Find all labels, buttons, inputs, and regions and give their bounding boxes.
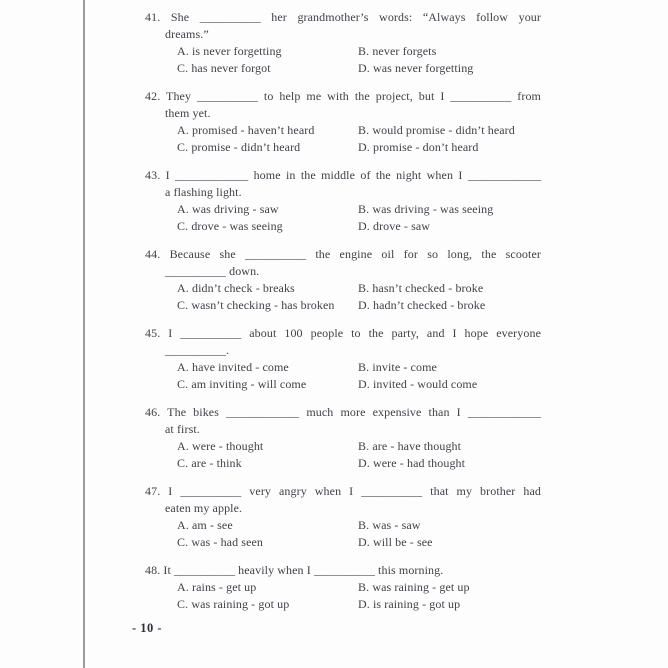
option-label: B.: [358, 439, 370, 453]
question-item: [145, 562, 541, 613]
option-text: drove - was seeing: [191, 219, 283, 233]
option-text: is raining - got up: [372, 597, 461, 611]
answer-option: [358, 139, 541, 156]
option-text: invite - come: [372, 360, 437, 374]
question-stem: [145, 167, 541, 201]
option-label: D.: [358, 377, 370, 391]
answer-option: [177, 43, 358, 60]
answer-option: [177, 455, 358, 472]
answer-option: [177, 438, 358, 455]
question-number: 45.: [145, 326, 161, 340]
option-label: D.: [358, 535, 370, 549]
stem-line: 44. Because she __________ the engine oil for so long, the scooter: [145, 247, 541, 261]
option-text: was raining - get up: [372, 580, 470, 594]
answer-option: [358, 359, 541, 376]
answer-option: [358, 201, 541, 218]
option-text: have invited - come: [191, 360, 289, 374]
question-options: [177, 122, 541, 156]
option-label: C.: [177, 219, 189, 233]
option-label: B.: [358, 202, 370, 216]
answer-option: [177, 280, 358, 297]
option-label: D.: [358, 597, 370, 611]
answer-option: [358, 297, 541, 314]
question-options: [177, 438, 541, 472]
option-label: C.: [177, 298, 189, 312]
option-text: invited - would come: [372, 377, 478, 391]
option-text: was - had seen: [191, 535, 264, 549]
question-item: [145, 325, 541, 393]
question-number: 47.: [145, 484, 161, 498]
option-text: would promise - didn’t heard: [372, 123, 515, 137]
questions-list: [145, 9, 541, 624]
stem-line: 46. The bikes ____________ much more expensive than I ____________: [145, 405, 541, 419]
option-text: promised - haven’t heard: [191, 123, 315, 137]
stem-line: 41. She __________ her grandmother’s words: “Always follow your: [145, 10, 541, 24]
option-text: has never forgot: [191, 61, 271, 75]
option-label: B.: [358, 518, 370, 532]
question-options: [177, 201, 541, 235]
stem-line: 48. It __________ heavily when I __________ this morning.: [145, 563, 444, 577]
option-label: A.: [177, 123, 189, 137]
question-stem: [145, 88, 541, 122]
stem-line: __________.: [165, 343, 230, 357]
option-label: C.: [177, 377, 189, 391]
option-text: was raining - got up: [191, 597, 290, 611]
question-stem: [145, 483, 541, 517]
answer-option: [177, 359, 358, 376]
question-stem: [145, 404, 541, 438]
question-number: 48.: [145, 563, 161, 577]
option-text: drove - saw: [372, 219, 431, 233]
option-label: D.: [358, 456, 370, 470]
page-number: - 10 -: [132, 621, 163, 635]
answer-option: [177, 60, 358, 77]
question-item: [145, 246, 541, 314]
stem-line: at first.: [165, 422, 200, 436]
question-stem: [145, 9, 541, 43]
option-text: hasn’t checked - broke: [372, 281, 484, 295]
stem-line: eaten my apple.: [165, 501, 243, 515]
option-label: B.: [358, 580, 370, 594]
stem-line: 47. I __________ very angry when I __________ that my brother had: [145, 484, 541, 498]
answer-option: [177, 122, 358, 139]
option-label: D.: [358, 61, 370, 75]
answer-option: [177, 218, 358, 235]
question-number: 41.: [145, 10, 161, 24]
question-item: [145, 167, 541, 235]
question-number: 44.: [145, 247, 161, 261]
question-options: [177, 359, 541, 393]
question-stem: [145, 562, 541, 579]
option-label: A.: [177, 580, 189, 594]
answer-option: [358, 517, 541, 534]
answer-option: [358, 43, 541, 60]
option-label: C.: [177, 140, 189, 154]
option-label: C.: [177, 61, 189, 75]
option-label: B.: [358, 281, 370, 295]
answer-option: [177, 201, 358, 218]
question-item: [145, 404, 541, 472]
stem-line: 43. I ____________ home in the middle of the night when I ____________: [145, 168, 541, 182]
option-label: A.: [177, 518, 189, 532]
option-label: B.: [358, 44, 370, 58]
answer-option: [177, 596, 358, 613]
stem-line: __________ down.: [165, 264, 260, 278]
page-edge-line: [83, 0, 85, 668]
option-text: wasn’t checking - has broken: [191, 298, 335, 312]
answer-option: [177, 297, 358, 314]
option-label: B.: [358, 360, 370, 374]
option-text: hadn’t checked - broke: [372, 298, 486, 312]
question-options: [177, 280, 541, 314]
option-text: promise - didn’t heard: [191, 140, 301, 154]
question-options: [177, 43, 541, 77]
option-label: A.: [177, 44, 189, 58]
answer-option: [358, 534, 541, 551]
option-text: promise - don’t heard: [372, 140, 479, 154]
option-text: was driving - was seeing: [372, 202, 494, 216]
question-number: 43.: [145, 168, 161, 182]
option-text: was - saw: [372, 518, 421, 532]
question-options: [177, 579, 541, 613]
answer-option: [358, 60, 541, 77]
option-text: was never forgetting: [372, 61, 474, 75]
option-text: is never forgetting: [191, 44, 282, 58]
option-label: A.: [177, 360, 189, 374]
option-text: were - thought: [191, 439, 264, 453]
stem-line: 45. I __________ about 100 people to the party, and I hope everyone: [145, 326, 541, 340]
answer-option: [358, 376, 541, 393]
answer-option: [358, 455, 541, 472]
option-text: are - think: [191, 456, 242, 470]
stem-line: a flashing light.: [165, 185, 242, 199]
question-number: 46.: [145, 405, 161, 419]
option-text: will be - see: [372, 535, 433, 549]
answer-option: [177, 139, 358, 156]
answer-option: [358, 596, 541, 613]
answer-option: [358, 438, 541, 455]
answer-option: [177, 579, 358, 596]
option-label: D.: [358, 298, 370, 312]
option-label: D.: [358, 219, 370, 233]
option-label: A.: [177, 281, 189, 295]
option-label: C.: [177, 597, 189, 611]
option-label: C.: [177, 535, 189, 549]
option-text: am inviting - will come: [191, 377, 307, 391]
answer-option: [177, 534, 358, 551]
stem-line: 42. They __________ to help me with the project, but I __________ from: [145, 89, 541, 103]
question-item: [145, 88, 541, 156]
question-number: 42.: [145, 89, 161, 103]
answer-option: [358, 579, 541, 596]
question-stem: [145, 325, 541, 359]
option-label: B.: [358, 123, 370, 137]
question-options: [177, 517, 541, 551]
option-label: A.: [177, 202, 189, 216]
option-label: D.: [358, 140, 370, 154]
option-text: rains - get up: [191, 580, 257, 594]
stem-line: them yet.: [165, 106, 211, 120]
question-item: [145, 9, 541, 77]
option-text: are - have thought: [372, 439, 462, 453]
option-text: never forgets: [372, 44, 437, 58]
option-text: was driving - saw: [191, 202, 279, 216]
question-stem: [145, 246, 541, 280]
answer-option: [358, 218, 541, 235]
answer-option: [358, 122, 541, 139]
option-text: were - had thought: [372, 456, 466, 470]
option-label: A.: [177, 439, 189, 453]
answer-option: [177, 517, 358, 534]
question-item: [145, 483, 541, 551]
stem-line: dreams.”: [165, 27, 209, 41]
option-label: C.: [177, 456, 189, 470]
answer-option: [358, 280, 541, 297]
option-text: didn’t check - breaks: [191, 281, 295, 295]
answer-option: [177, 376, 358, 393]
option-text: am - see: [191, 518, 233, 532]
